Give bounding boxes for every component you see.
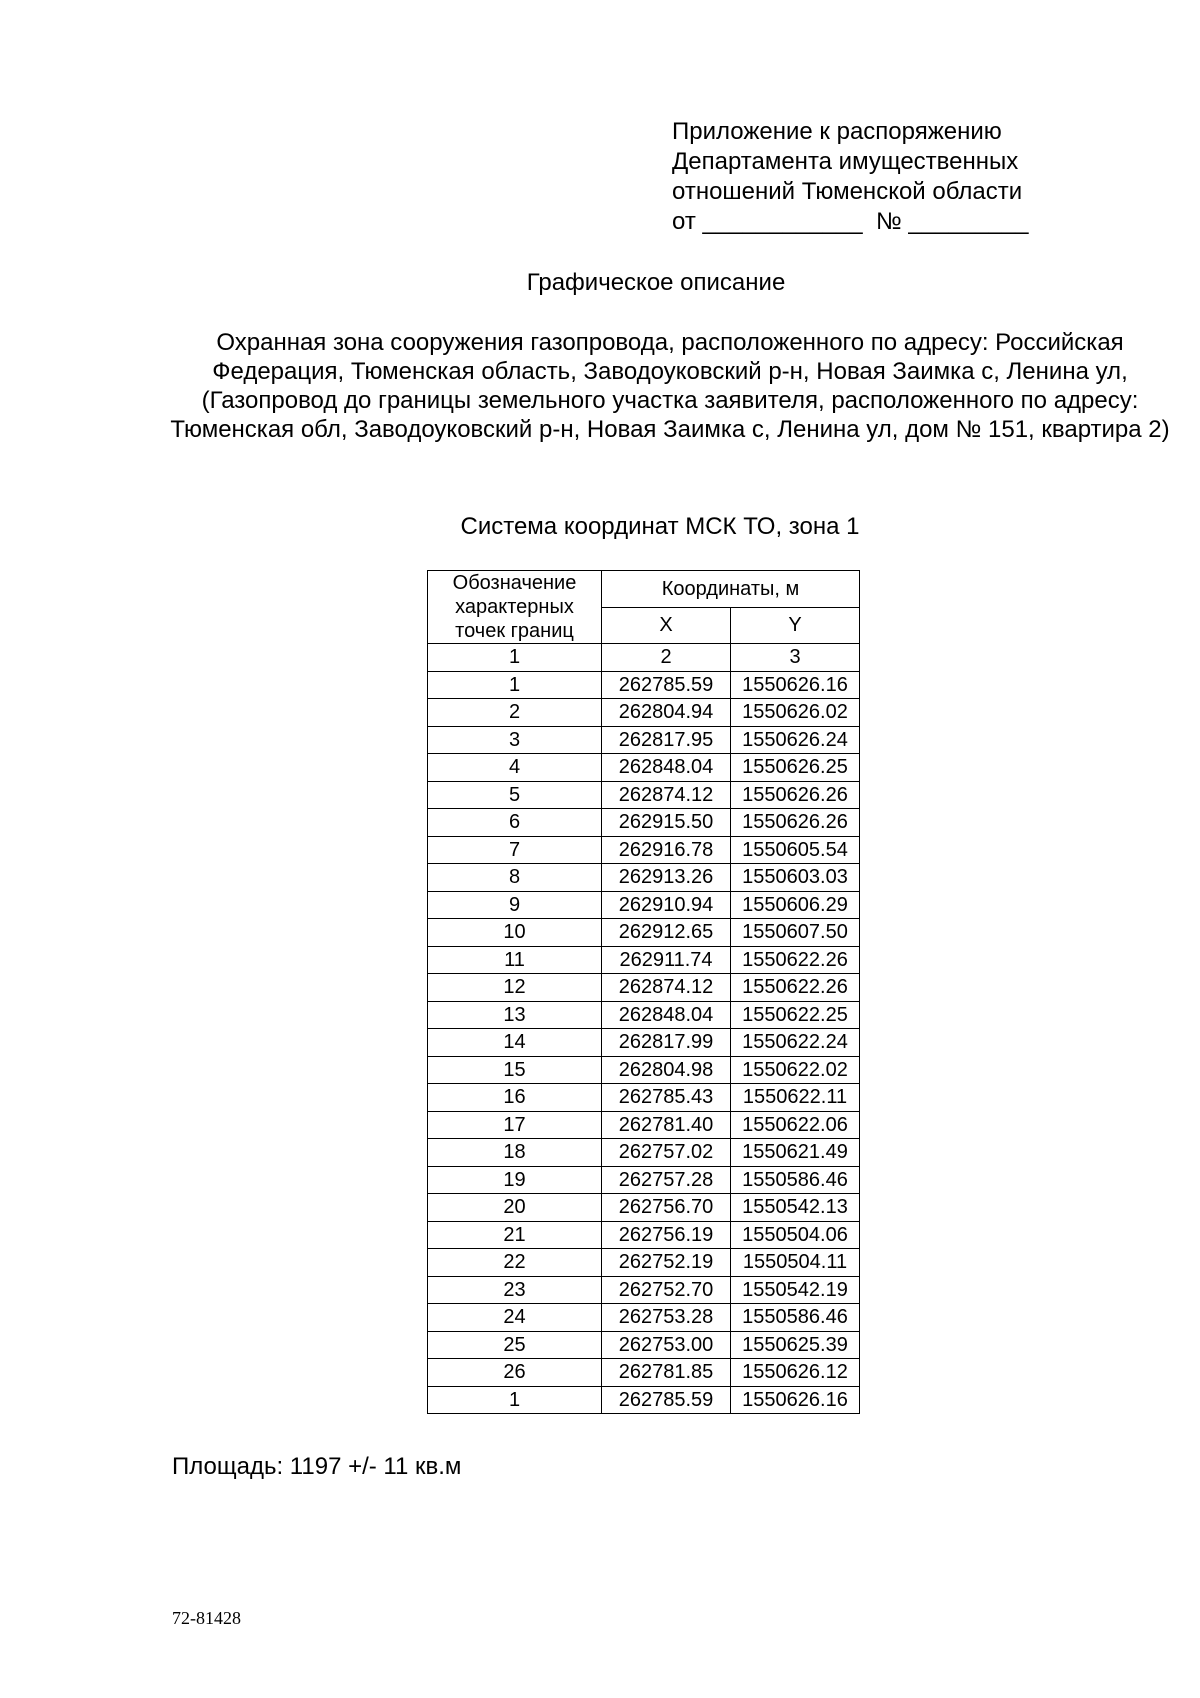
table-row <box>428 726 860 754</box>
x-coordinate-cell: 262785.59 <box>602 671 731 699</box>
header-coordinates: Координаты, м <box>602 571 860 608</box>
x-coordinate-cell: 262781.40 <box>602 1111 731 1139</box>
y-coordinate-cell: 1550622.25 <box>731 1001 860 1029</box>
point-number-cell: 9 <box>428 891 602 919</box>
column-number: 3 <box>731 644 860 672</box>
x-coordinate-cell: 262817.95 <box>602 726 731 754</box>
table-row <box>428 1331 860 1359</box>
x-coordinate-cell: 262915.50 <box>602 809 731 837</box>
y-coordinate-cell: 1550622.24 <box>731 1029 860 1057</box>
y-coordinate-cell: 1550626.25 <box>731 754 860 782</box>
table-row <box>428 864 860 892</box>
y-coordinate-cell: 1550621.49 <box>731 1139 860 1167</box>
y-coordinate-cell: 1550622.02 <box>731 1056 860 1084</box>
table-row <box>428 1249 860 1277</box>
y-coordinate-cell: 1550504.06 <box>731 1221 860 1249</box>
zone-description: Охранная зона сооружения газопровода, расположенного по адресу: Российская Федерация, Тюменская область, Заводоуковский р-н, Новая Заимка с, Ленина ул, (Газопровод до границы земельного участка заявителя, расположенного по адресу: Тюменская обл, Заводоуковский р-н, Новая Заимка с, Ленина ул, дом № 151, квартира 2) <box>170 329 1170 443</box>
x-coordinate-cell: 262804.94 <box>602 699 731 727</box>
appendix-line: Департамента имущественных <box>672 148 1019 175</box>
table-row <box>428 1029 860 1057</box>
point-number-cell: 26 <box>428 1359 602 1387</box>
coordinate-system-label: Система координат МСК ТО, зона 1 <box>460 513 860 540</box>
appendix-line: от ____________ № _________ <box>672 208 1029 235</box>
point-number-cell: 7 <box>428 836 602 864</box>
point-number-cell: 13 <box>428 1001 602 1029</box>
x-coordinate-cell: 262756.19 <box>602 1221 731 1249</box>
x-coordinate-cell: 262874.12 <box>602 974 731 1002</box>
y-coordinate-cell: 1550603.03 <box>731 864 860 892</box>
y-coordinate-cell: 1550622.26 <box>731 974 860 1002</box>
point-number-cell: 22 <box>428 1249 602 1277</box>
x-coordinate-cell: 262848.04 <box>602 1001 731 1029</box>
point-number-cell: 14 <box>428 1029 602 1057</box>
appendix-line: Приложение к распоряжению <box>672 118 1002 145</box>
x-coordinate-cell: 262804.98 <box>602 1056 731 1084</box>
table-row <box>428 919 860 947</box>
x-coordinate-cell: 262785.43 <box>602 1084 731 1112</box>
point-number-cell: 2 <box>428 699 602 727</box>
point-number-cell: 10 <box>428 919 602 947</box>
x-coordinate-cell: 262756.70 <box>602 1194 731 1222</box>
point-number-cell: 24 <box>428 1304 602 1332</box>
y-coordinate-cell: 1550626.16 <box>731 671 860 699</box>
table-row <box>428 891 860 919</box>
table-row <box>428 1139 860 1167</box>
point-number-cell: 23 <box>428 1276 602 1304</box>
table-row <box>428 946 860 974</box>
y-coordinate-cell: 1550504.11 <box>731 1249 860 1277</box>
point-number-cell: 16 <box>428 1084 602 1112</box>
point-number-cell: 15 <box>428 1056 602 1084</box>
x-coordinate-cell: 262916.78 <box>602 836 731 864</box>
table-row <box>428 781 860 809</box>
point-number-cell: 1 <box>428 671 602 699</box>
y-coordinate-cell: 1550542.19 <box>731 1276 860 1304</box>
header-x: X <box>602 607 731 644</box>
table-row <box>428 699 860 727</box>
table-row <box>428 1304 860 1332</box>
column-number: 2 <box>602 644 731 672</box>
point-number-cell: 8 <box>428 864 602 892</box>
x-coordinate-cell: 262913.26 <box>602 864 731 892</box>
x-coordinate-cell: 262752.70 <box>602 1276 731 1304</box>
table-row <box>428 671 860 699</box>
column-number: 1 <box>428 644 602 672</box>
point-number-cell: 5 <box>428 781 602 809</box>
table-row <box>428 1194 860 1222</box>
x-coordinate-cell: 262911.74 <box>602 946 731 974</box>
x-coordinate-cell: 262874.12 <box>602 781 731 809</box>
point-number-cell: 3 <box>428 726 602 754</box>
y-coordinate-cell: 1550625.39 <box>731 1331 860 1359</box>
y-coordinate-cell: 1550626.26 <box>731 781 860 809</box>
y-coordinate-cell: 1550586.46 <box>731 1166 860 1194</box>
y-coordinate-cell: 1550622.06 <box>731 1111 860 1139</box>
point-number-cell: 12 <box>428 974 602 1002</box>
y-coordinate-cell: 1550586.46 <box>731 1304 860 1332</box>
y-coordinate-cell: 1550606.29 <box>731 891 860 919</box>
table-row <box>428 1084 860 1112</box>
y-coordinate-cell: 1550607.50 <box>731 919 860 947</box>
table-row <box>428 1276 860 1304</box>
x-coordinate-cell: 262752.19 <box>602 1249 731 1277</box>
y-coordinate-cell: 1550626.02 <box>731 699 860 727</box>
table-row <box>428 1001 860 1029</box>
document-id: 72-81428 <box>172 1608 241 1628</box>
y-coordinate-cell: 1550605.54 <box>731 836 860 864</box>
table-row <box>428 1386 860 1414</box>
y-coordinate-cell: 1550626.26 <box>731 809 860 837</box>
table-row <box>428 1166 860 1194</box>
y-coordinate-cell: 1550622.26 <box>731 946 860 974</box>
table-row <box>428 809 860 837</box>
point-number-cell: 6 <box>428 809 602 837</box>
table-header-row <box>428 571 860 608</box>
point-number-cell: 21 <box>428 1221 602 1249</box>
table-row <box>428 1056 860 1084</box>
appendix-line: отношений Тюменской области <box>672 178 1023 205</box>
area-value: Площадь: 1197 +/- 11 кв.м <box>172 1453 462 1480</box>
table-row <box>428 1111 860 1139</box>
point-number-cell: 4 <box>428 754 602 782</box>
table-row <box>428 754 860 782</box>
x-coordinate-cell: 262817.99 <box>602 1029 731 1057</box>
point-number-cell: 19 <box>428 1166 602 1194</box>
y-coordinate-cell: 1550542.13 <box>731 1194 860 1222</box>
x-coordinate-cell: 262912.65 <box>602 919 731 947</box>
coordinates-table <box>427 570 860 1414</box>
table-row <box>428 974 860 1002</box>
point-number-cell: 17 <box>428 1111 602 1139</box>
y-coordinate-cell: 1550622.11 <box>731 1084 860 1112</box>
column-number-row <box>428 644 860 672</box>
x-coordinate-cell: 262848.04 <box>602 754 731 782</box>
point-number-cell: 20 <box>428 1194 602 1222</box>
y-coordinate-cell: 1550626.24 <box>731 726 860 754</box>
x-coordinate-cell: 262753.00 <box>602 1331 731 1359</box>
point-number-cell: 11 <box>428 946 602 974</box>
x-coordinate-cell: 262753.28 <box>602 1304 731 1332</box>
point-number-cell: 25 <box>428 1331 602 1359</box>
x-coordinate-cell: 262910.94 <box>602 891 731 919</box>
point-number-cell: 1 <box>428 1386 602 1414</box>
x-coordinate-cell: 262757.28 <box>602 1166 731 1194</box>
header-points: Обозначение характерных точек границ <box>428 571 602 644</box>
y-coordinate-cell: 1550626.12 <box>731 1359 860 1387</box>
table-row <box>428 1221 860 1249</box>
x-coordinate-cell: 262785.59 <box>602 1386 731 1414</box>
x-coordinate-cell: 262781.85 <box>602 1359 731 1387</box>
point-number-cell: 18 <box>428 1139 602 1167</box>
x-coordinate-cell: 262757.02 <box>602 1139 731 1167</box>
document-title: Графическое описание <box>526 269 786 296</box>
header-y: Y <box>731 607 860 644</box>
appendix-block <box>672 117 1029 237</box>
table-row <box>428 836 860 864</box>
table-row <box>428 1359 860 1387</box>
y-coordinate-cell: 1550626.16 <box>731 1386 860 1414</box>
